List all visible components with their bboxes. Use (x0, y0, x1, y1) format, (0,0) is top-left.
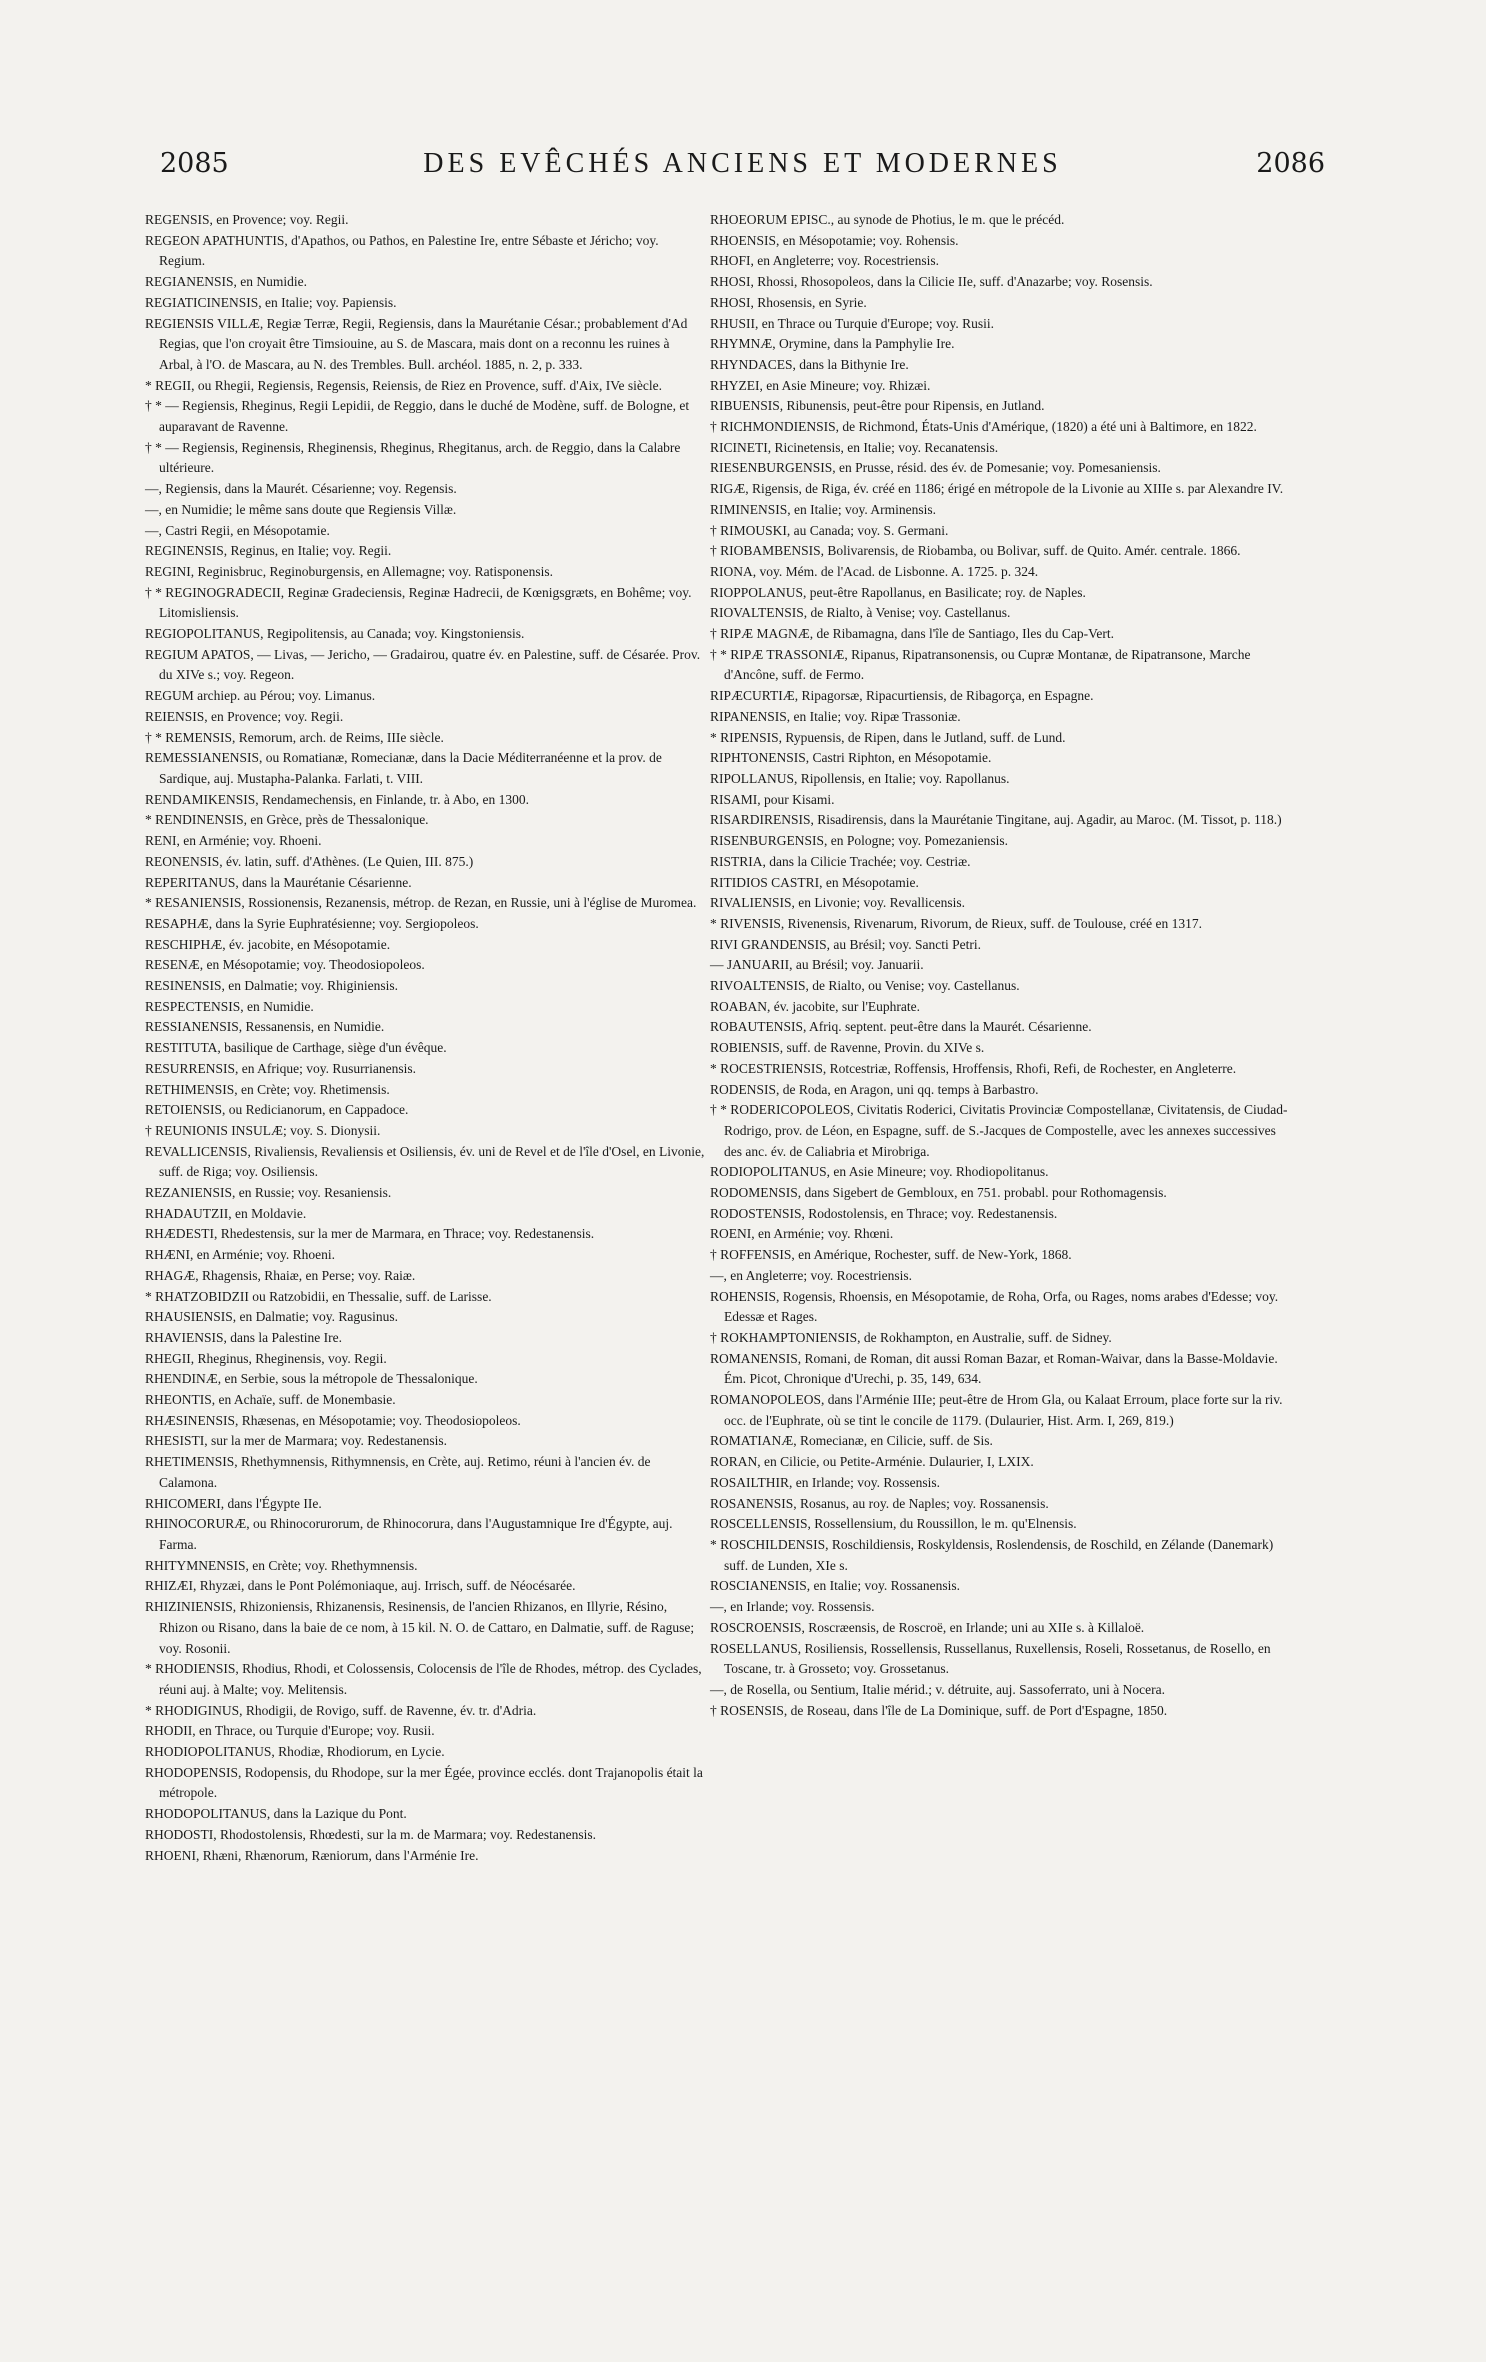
dictionary-entry: RIVALIENSIS, en Livonie; voy. Revallicensis. (710, 895, 965, 911)
dictionary-entry: RODIOPOLITANUS, en Asie Mineure; voy. Rhodiopolitanus. (710, 1164, 1049, 1180)
dictionary-entry: REONENSIS, év. latin, suff. d'Athènes. (Le Quien, III. 875.) (145, 853, 474, 869)
dictionary-entry: ROSELLANUS, Rosiliensis, Rossellensis, Russellanus, Ruxellensis, Roseli, Rossetanus, de Rosello, en Toscane, tr. à Grosseto; voy. Grossetanus. (710, 1640, 1271, 1677)
dictionary-entry: * RIPENSIS, Rypuensis, de Ripen, dans le Jutland, suff. de Lund. (710, 729, 1066, 745)
dictionary-entry: RHESISTI, sur la mer de Marmara; voy. Redestanensis. (145, 1433, 448, 1449)
dictionary-entry: * RHATZOBIDZII ou Ratzobidii, en Thessalie, suff. de Larisse. (145, 1288, 492, 1304)
dictionary-entry: REGENSIS, en Provence; voy. Regii. (145, 212, 349, 227)
dictionary-entry: RIPHTONENSIS, Castri Riphton, en Mésopotamie. (710, 750, 992, 766)
dictionary-entry: REGIANENSIS, en Numidie. (145, 274, 307, 290)
dictionary-entry: REGUM archiep. au Pérou; voy. Limanus. (145, 688, 376, 704)
dictionary-entry: REGIOPOLITANUS, Regipolitensis, au Canada; voy. Kingstoniensis. (145, 626, 525, 642)
dictionary-entry: —, en Angleterre; voy. Rocestriensis. (710, 1267, 912, 1283)
dictionary-entry: ROMANOPOLEOS, dans l'Arménie IIIe; peut-être de Hrom Gla, ou Kalaat Erroum, place forte sur la riv. occ. de l'Euphrate, où se tint le concile de 1179. (Dulaurier, Hist. Arm. I, 269, 819.) (710, 1392, 1283, 1428)
dictionary-entry: RHAGÆ, Rhagensis, Rhaiæ, en Perse; voy. Raiæ. (145, 1267, 416, 1283)
dictionary-entry: RHEONTIS, en Achaïe, suff. de Monembasie. (145, 1392, 396, 1408)
dictionary-entry: † * RIPÆ TRASSONIÆ, Ripanus, Ripatransonensis, ou Cupræ Montanæ, de Ripatransone, Marche d'Ancône, suff. de Fermo. (710, 646, 1251, 683)
dictionary-entry: RHEGII, Rheginus, Rheginensis, voy. Regii. (145, 1350, 387, 1366)
dictionary-entry: RIESENBURGENSIS, en Prusse, résid. des év. de Pomesanie; voy. Pomesaniensis. (710, 460, 1161, 476)
dictionary-entry: RISENBURGENSIS, en Pologne; voy. Pomezaniensis. (710, 833, 1008, 849)
dictionary-entry: RHOENI, Rhæni, Rhænorum, Ræniorum, dans l'Arménie Ire. (145, 1847, 479, 1863)
dictionary-entry: RISTRIA, dans la Cilicie Trachée; voy. Cestriæ. (710, 853, 971, 869)
dictionary-entry: RICINETI, Ricinetensis, en Italie; voy. Recanatensis. (710, 439, 999, 455)
dictionary-entry: RESAPHÆ, dans la Syrie Euphratésienne; voy. Sergiopoleos. (145, 915, 479, 931)
dictionary-entry: † ROKHAMPTONIENSIS, de Rokhampton, en Australie, suff. de Sidney. (710, 1329, 1112, 1345)
dictionary-entry: RESURRENSIS, en Afrique; voy. Rusurrianensis. (145, 1060, 416, 1076)
dictionary-entry: ROSCIANENSIS, en Italie; voy. Rossanensis. (710, 1578, 960, 1594)
dictionary-entry: RODOMENSIS, dans Sigebert de Gembloux, en 751. probabl. pour Rothomagensis. (710, 1185, 1167, 1201)
dictionary-entry: * RIVENSIS, Rivenensis, Rivenarum, Rivorum, de Rieux, suff. de Toulouse, créé en 1317. (710, 915, 1202, 931)
dictionary-entry: * RHODIENSIS, Rhodius, Rhodi, et Colossensis, Colocensis de l'île de Rhodes, métrop. des Cyclades, réuni auj. à Malte; voy. Melitensis. (145, 1661, 702, 1697)
dictionary-entry: REPERITANUS, dans la Maurétanie Césarienne. (145, 874, 412, 890)
dictionary-entry: RESCHIPHÆ, év. jacobite, en Mésopotamie. (145, 936, 391, 952)
dictionary-entry: RESTITUTA, basilique de Carthage, siège d'un évêque. (145, 1040, 447, 1056)
dictionary-entry: RODENSIS, de Roda, en Aragon, uni qq. temps à Barbastro. (710, 1081, 1039, 1097)
dictionary-entry: RIONA, voy. Mém. de l'Acad. de Lisbonne. A. 1725. p. 324. (710, 563, 1039, 579)
dictionary-entry: RHODOSTI, Rhodostolensis, Rhœdesti, sur la m. de Marmara; voy. Redestanensis. (145, 1826, 596, 1842)
dictionary-entry: RHOENSIS, en Mésopotamie; voy. Rohensis. (710, 232, 959, 248)
dictionary-entry: RHYNDACES, dans la Bithynie Ire. (710, 356, 909, 372)
dictionary-entry: RESINENSIS, en Dalmatie; voy. Rhiginiensis. (145, 978, 398, 994)
dictionary-entry: RISARDIRENSIS, Risadirensis, dans la Maurétanie Tingitane, auj. Agadir, au Maroc. (M. Tissot, p. 118.) (710, 812, 1282, 828)
left-page-number: 2085 (160, 148, 229, 179)
dictionary-entry: RHOSI, Rhossi, Rhosopoleos, dans la Cilicie IIe, suff. d'Anazarbe; voy. Rosensis. (710, 274, 1153, 290)
dictionary-entry: ROSANENSIS, Rosanus, au roy. de Naples; voy. Rossanensis. (710, 1495, 1049, 1511)
dictionary-entry: REGEON APATHUNTIS, d'Apathos, ou Pathos, en Palestine Ire, entre Sébaste et Jéricho; voy. Regium. (145, 232, 659, 269)
dictionary-entry: REZANIENSIS, en Russie; voy. Resaniensis. (145, 1185, 392, 1201)
dictionary-entry: RHOEORUM EPISC., au synode de Photius, le m. que le précéd. (710, 212, 1065, 227)
dictionary-entry: ROMATIANÆ, Romecianæ, en Cilicie, suff. de Sis. (710, 1433, 993, 1449)
dictionary-entry: RENDAMIKENSIS, Rendamechensis, en Finlande, tr. à Abo, en 1300. (145, 791, 529, 807)
dictionary-entry: † REUNIONIS INSULÆ; voy. S. Dionysii. (145, 1122, 381, 1138)
dictionary-entry: † ROSENSIS, de Roseau, dans l'île de La Dominique, suff. de Port d'Espagne, 1850. (710, 1702, 1168, 1718)
dictionary-entry: † RIMOUSKI, au Canada; voy. S. Germani. (710, 522, 949, 538)
page-header (160, 148, 1325, 188)
dictionary-entry: RIVOALTENSIS, de Rialto, ou Venise; voy. Castellanus. (710, 978, 1020, 994)
dictionary-entry: † RICHMONDIENSIS, de Richmond, États-Unis d'Amérique, (1820) a été uni à Baltimore, en 1822. (710, 419, 1257, 435)
dictionary-entry: RHITYMNENSIS, en Crète; voy. Rhethymnensis. (145, 1557, 418, 1573)
dictionary-entry: RHODIOPOLITANUS, Rhodiæ, Rhodiorum, en Lycie. (145, 1744, 445, 1760)
dictionary-entry: RETOIENSIS, ou Redicianorum, en Cappadoce. (145, 1102, 409, 1118)
dictionary-entry: RHÆSINENSIS, Rhæsenas, en Mésopotamie; voy. Theodosiopoleos. (145, 1412, 521, 1428)
dictionary-entry: RHAUSIENSIS, en Dalmatie; voy. Ragusinus. (145, 1309, 398, 1325)
dictionary-entry: * RENDINENSIS, en Grèce, près de Thessalonique. (145, 812, 429, 828)
dictionary-entry: RIPOLLANUS, Ripollensis, en Italie; voy. Rapollanus. (710, 770, 1010, 786)
dictionary-entry: RIMINENSIS, en Italie; voy. Arminensis. (710, 501, 936, 517)
dictionary-entry: RHADAUTZII, en Moldavie. (145, 1205, 307, 1221)
right-page-number: 2086 (1256, 148, 1325, 179)
dictionary-entry: † * — Regiensis, Rheginus, Regii Lepidii, de Reggio, dans le duché de Modène, suff. de Bologne, et auparavant de Ravenne. (145, 398, 690, 435)
dictionary-entry: —, Castri Regii, en Mésopotamie. (145, 522, 330, 538)
dictionary-entry: RHYMNÆ, Orymine, dans la Pamphylie Ire. (710, 336, 955, 352)
dictionary-entry: RODOSTENSIS, Rodostolensis, en Thrace; voy. Redestanensis. (710, 1205, 1058, 1221)
dictionary-entry: REIENSIS, en Provence; voy. Regii. (145, 708, 344, 724)
dictionary-entry: RHÆNI, en Arménie; voy. Rhoeni. (145, 1247, 335, 1263)
dictionary-entry: RHICOMERI, dans l'Égypte IIe. (145, 1495, 322, 1511)
dictionary-entry: ROABAN, év. jacobite, sur l'Euphrate. (710, 998, 921, 1014)
dictionary-entry: RHINOCORURÆ, ou Rhinocorurorum, de Rhinocorura, dans l'Augustamnique Ire d'Égypte, auj. Farma. (145, 1516, 673, 1552)
dictionary-entry: —, en Numidie; le même sans doute que Regiensis Villæ. (145, 501, 457, 517)
running-title: DES EVÊCHÉS ANCIENS ET MODERNES (423, 148, 1062, 179)
dictionary-entry: RHIZÆI, Rhyzæi, dans le Pont Polémoniaque, auj. Irrisch, suff. de Néocésarée. (145, 1578, 576, 1594)
dictionary-entry: RHODII, en Thrace, ou Turquie d'Europe; voy. Rusii. (145, 1723, 435, 1739)
dictionary-entry: RHUSII, en Thrace ou Turquie d'Europe; voy. Rusii. (710, 315, 995, 331)
dictionary-entry: RIPÆCURTIÆ, Ripagorsæ, Ripacurtiensis, de Ribagorça, en Espagne. (710, 688, 1094, 704)
dictionary-entry: REGINI, Reginisbruc, Reginoburgensis, en Allemagne; voy. Ratisponensis. (145, 563, 553, 579)
dictionary-entry: —, Regiensis, dans la Maurét. Césarienne; voy. Regensis. (145, 481, 457, 497)
left-column (145, 210, 705, 1866)
dictionary-entry: RORAN, en Cilicie, ou Petite-Arménie. Dulaurier, I, LXIX. (710, 1454, 1034, 1470)
dictionary-entry: ROBIENSIS, suff. de Ravenne, Provin. du XIVe s. (710, 1040, 985, 1056)
dictionary-entry: * ROCESTRIENSIS, Rotcestriæ, Roffensis, Hroffensis, Rhofi, Refi, de Rochester, en Angleterre. (710, 1060, 1237, 1076)
dictionary-entry: ROHENSIS, Rogensis, Rhoensis, en Mésopotamie, de Roha, Orfa, ou Rages, noms arabes d'Edesse; voy. Edessæ et Rages. (710, 1288, 1279, 1325)
dictionary-entry: * RESANIENSIS, Rossionensis, Rezanensis, métrop. de Rezan, en Russie, uni à l'église de Muromea. (145, 895, 697, 911)
dictionary-entry: — JANUARII, au Brésil; voy. Januarii. (710, 957, 924, 973)
dictionary-entry: RISAMI, pour Kisami. (710, 791, 835, 807)
dictionary-entry: RESSIANENSIS, Ressanensis, en Numidie. (145, 1019, 385, 1035)
dictionary-entry: RHAVIENSIS, dans la Palestine Ire. (145, 1329, 342, 1345)
dictionary-entry: * REGII, ou Rhegii, Regiensis, Regensis, Reiensis, de Riez en Provence, suff. d'Aix, IVe siècle. (145, 377, 662, 393)
dictionary-entry: † * — Regiensis, Reginensis, Rheginensis, Rheginus, Rhegitanus, arch. de Reggio, dans la Calabre ultérieure. (145, 439, 681, 476)
dictionary-entry: RIVI GRANDENSIS, au Brésil; voy. Sancti Petri. (710, 936, 981, 952)
dictionary-entry: RHETIMENSIS, Rhethymnensis, Rithymnensis, en Crète, auj. Retimo, réuni à l'ancien év. de Calamona. (145, 1454, 651, 1490)
dictionary-entry: REMESSIANENSIS, ou Romatianæ, Romecianæ, dans la Dacie Méditerranéenne et la prov. de Sardique, auj. Mustapha-Palanka. Farlati, t. VIII. (145, 750, 662, 786)
dictionary-entry: RHODOPOLITANUS, dans la Lazique du Pont. (145, 1806, 407, 1822)
dictionary-entry: RHOSI, Rhosensis, en Syrie. (710, 294, 867, 310)
dictionary-entry: REGIENSIS VILLÆ, Regiæ Terræ, Regii, Regiensis, dans la Maurétanie César.; probablement d'Ad Regias, que l'on croyait être Timsiouine, au S. de Mascara, mais dont on a reconnu les ruines à Arbal, à l'O. de Mascara, au N. des Trembles. Bull. archéol. 1885, n. 2, p. 333. (145, 315, 688, 372)
dictionary-entry: ROBAUTENSIS, Afriq. septent. peut-être dans la Maurét. Césarienne. (710, 1019, 1092, 1035)
dictionary-entry: RHENDINÆ, en Serbie, sous la métropole de Thessalonique. (145, 1371, 478, 1387)
dictionary-entry: RIOVALTENSIS, de Rialto, à Venise; voy. Castellanus. (710, 605, 1011, 621)
dictionary-entry: RESPECTENSIS, en Numidie. (145, 998, 314, 1014)
dictionary-entry: † * REMENSIS, Remorum, arch. de Reims, IIIe siècle. (145, 729, 444, 745)
dictionary-entry: RIPANENSIS, en Italie; voy. Ripæ Trassoniæ. (710, 708, 961, 724)
dictionary-entry: RENI, en Arménie; voy. Rhoeni. (145, 833, 322, 849)
dictionary-entry: ROSCELLENSIS, Rossellensium, du Roussillon, le m. qu'Elnensis. (710, 1516, 1077, 1532)
dictionary-entry: * ROSCHILDENSIS, Roschildiensis, Roskyldensis, Roslendensis, de Roschild, en Zélande (Danemark) suff. de Lunden, XIe s. (710, 1537, 1274, 1573)
dictionary-entry: —, en Irlande; voy. Rossensis. (710, 1599, 875, 1615)
dictionary-entry: RHIZINIENSIS, Rhizoniensis, Rhizanensis, Resinensis, de l'ancien Rhizanos, en Illyrie, Résino, Rhizon ou Risano, dans la baie de ce nom, à 15 kil. N. O. de Cattaro, en Dalmatie, suff. de Raguse; voy. Rosonii. (145, 1599, 695, 1656)
dictionary-entry: RITIDIOS CASTRI, en Mésopotamie. (710, 874, 919, 890)
dictionary-entry: RIOPPOLANUS, peut-être Rapollanus, en Basilicate; roy. de Naples. (710, 584, 1086, 600)
dictionary-entry: REVALLICENSIS, Rivaliensis, Revaliensis et Osiliensis, év. uni de Revel et de l'île d'Osel, en Livonie, suff. de Riga; voy. Osiliensis. (145, 1143, 705, 1180)
dictionary-entry: † RIOBAMBENSIS, Bolivarensis, de Riobamba, ou Bolivar, suff. de Quito. Amér. centrale. 1866. (710, 543, 1241, 559)
dictionary-entry: RIGÆ, Rigensis, de Riga, év. créé en 1186; érigé en métropole de la Livonie au XIIIe s. par Alexandre IV. (710, 481, 1284, 497)
dictionary-entry: RHOFI, en Angleterre; voy. Rocestriensis. (710, 253, 939, 269)
dictionary-entry: REGIUM APATOS, — Livas, — Jericho, — Gradairou, quatre év. en Palestine, suff. de Césarée. Prov. du XIVe s.; voy. Regeon. (145, 646, 701, 683)
dictionary-entry: —, de Rosella, ou Sentium, Italie mérid.; v. détruite, auj. Sassoferrato, uni à Nocera. (710, 1681, 1165, 1697)
dictionary-entry: † * REGINOGRADECII, Reginæ Gradeciensis, Reginæ Hadrecii, de Kœnigsgræts, en Bohême; voy. Litomisliensis. (145, 584, 692, 621)
right-column (710, 210, 1290, 1721)
dictionary-entry: RHÆDESTI, Rhedestensis, sur la mer de Marmara, en Thrace; voy. Redestanensis. (145, 1226, 595, 1242)
dictionary-entry: † * RODERICOPOLEOS, Civitatis Roderici, Civitatis Provinciæ Compostellanæ, Civitatensis, de Ciudad-Rodrigo, prov. de Léon, en Espagne, suff. de S.-Jacques de Compostelle, avec les annexes successives des anc. év. de Caliabria et Mirobriga. (710, 1102, 1288, 1159)
dictionary-entry: RETHIMENSIS, en Crète; voy. Rhetimensis. (145, 1081, 390, 1097)
dictionary-entry: RIBUENSIS, Ribunensis, peut-être pour Ripensis, en Jutland. (710, 398, 1045, 414)
dictionary-entry: RESENÆ, en Mésopotamie; voy. Theodosiopoleos. (145, 957, 425, 973)
dictionary-entry: † RIPÆ MAGNÆ, de Ribamagna, dans l'île de Santiago, Iles du Cap-Vert. (710, 626, 1114, 642)
dictionary-entry: † ROFFENSIS, en Amérique, Rochester, suff. de New-York, 1868. (710, 1247, 1072, 1263)
dictionary-entry: ROMANENSIS, Romani, de Roman, dit aussi Roman Bazar, et Roman-Waivar, dans la Basse-Moldavie. Ém. Picot, Chronique d'Urechi, p. 35, 149, 634. (710, 1350, 1278, 1387)
dictionary-entry: REGINENSIS, Reginus, en Italie; voy. Regii. (145, 543, 392, 559)
dictionary-entry: REGIATICINENSIS, en Italie; voy. Papiensis. (145, 294, 397, 310)
dictionary-entry: RHYZEI, en Asie Mineure; voy. Rhizæi. (710, 377, 931, 393)
dictionary-entry: ROSCROENSIS, Roscræensis, de Roscroë, en Irlande; uni au XIIe s. à Killaloë. (710, 1619, 1145, 1635)
dictionary-entry: * RHODIGINUS, Rhodigii, de Rovigo, suff. de Ravenne, év. tr. d'Adria. (145, 1702, 537, 1718)
dictionary-entry: ROSAILTHIR, en Irlande; voy. Rossensis. (710, 1474, 940, 1490)
dictionary-entry: ROENI, en Arménie; voy. Rhœni. (710, 1226, 894, 1242)
dictionary-entry: RHODOPENSIS, Rodopensis, du Rhodope, sur la mer Égée, province ecclés. dont Trajanopolis était la métropole. (145, 1764, 703, 1801)
